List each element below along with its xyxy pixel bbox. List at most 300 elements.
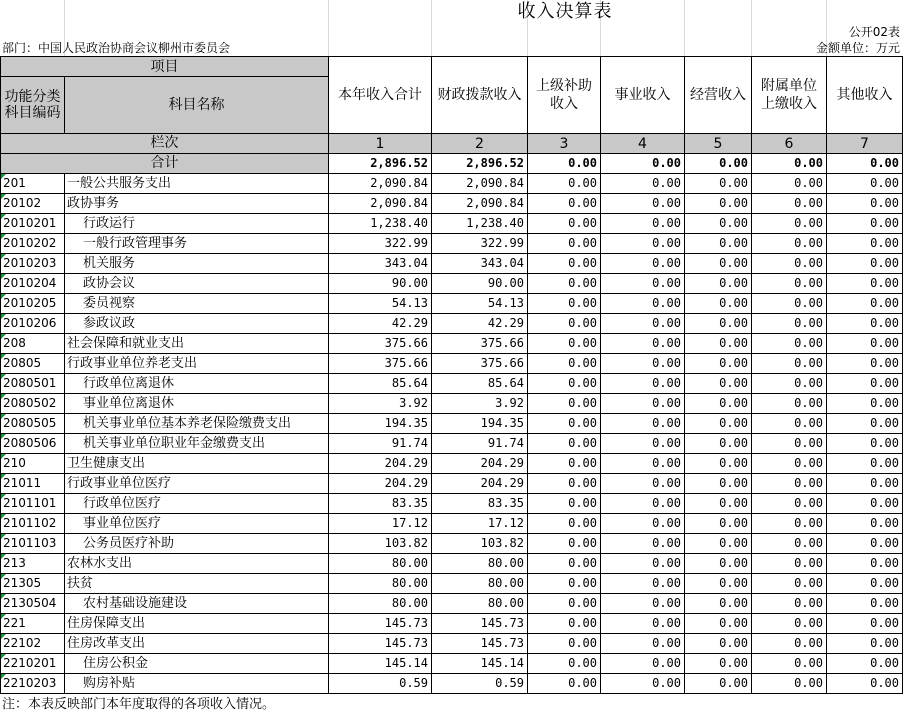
value-cell-col-4: 0.00 — [601, 434, 685, 454]
subject-name: 卫生健康支出 — [65, 454, 329, 474]
value-cell-col-6: 0.00 — [752, 594, 827, 614]
value-cell-col-2: 145.73 — [432, 614, 528, 634]
value-cell-col-7: 0.00 — [827, 514, 903, 534]
value-cell-col-5: 0.00 — [685, 414, 752, 434]
subject-code — [1, 674, 65, 694]
value-cell-col-4: 0.00 — [601, 294, 685, 314]
cell-marker-icon — [1, 554, 6, 559]
value-cell-col-4: 0.00 — [601, 634, 685, 654]
subject-code — [1, 594, 65, 614]
subject-name: 住房公积金 — [65, 654, 329, 674]
value-cell-col-4: 0.00 — [601, 474, 685, 494]
value-cell-col-1: 1,238.40 — [329, 214, 432, 234]
col-header-1: 本年收入合计 — [329, 57, 432, 134]
cell-marker-icon — [1, 514, 6, 519]
cell-marker-icon — [1, 594, 6, 599]
subject-code — [1, 434, 65, 454]
subject-name: 购房补贴 — [65, 674, 329, 694]
value-cell-col-5: 0.00 — [685, 374, 752, 394]
value-cell-col-7: 0.00 — [827, 674, 903, 694]
value-cell-col-7: 0.00 — [827, 454, 903, 474]
value-cell-col-3: 0.00 — [528, 614, 601, 634]
subject-name: 住房保障支出 — [65, 614, 329, 634]
col-header-3: 上级补助 收入 — [528, 57, 601, 134]
subject-code-text: 221 — [3, 616, 26, 630]
footnote: 注：本表反映部门本年度取得的各项收入情况。 — [2, 697, 276, 712]
value-cell-col-4: 0.00 — [601, 454, 685, 474]
cell-marker-icon — [1, 674, 6, 679]
value-cell-col-6: 0.00 — [752, 574, 827, 594]
value-cell-col-3: 0.00 — [528, 394, 601, 414]
table-row — [1, 594, 903, 614]
value-cell-col-3: 0.00 — [528, 534, 601, 554]
value-cell-col-1: 194.35 — [329, 414, 432, 434]
cell-marker-icon — [1, 494, 6, 499]
subject-code — [1, 334, 65, 354]
table-row — [1, 414, 903, 434]
subject-code-text: 2101102 — [3, 516, 57, 530]
total-value-1: 2,896.52 — [329, 154, 432, 174]
col-number-2: 2 — [432, 134, 528, 154]
total-row — [1, 154, 903, 174]
value-cell-col-3: 0.00 — [528, 314, 601, 334]
value-cell-col-1: 2,090.84 — [329, 174, 432, 194]
value-cell-col-6: 0.00 — [752, 434, 827, 454]
value-cell-col-2: 80.00 — [432, 574, 528, 594]
value-cell-col-5: 0.00 — [685, 514, 752, 534]
value-cell-col-5: 0.00 — [685, 594, 752, 614]
value-cell-col-7: 0.00 — [827, 174, 903, 194]
value-cell-col-5: 0.00 — [685, 334, 752, 354]
table-row — [1, 514, 903, 534]
subject-code-text: 2010203 — [3, 256, 57, 270]
value-cell-col-2: 2,090.84 — [432, 174, 528, 194]
value-cell-col-5: 0.00 — [685, 254, 752, 274]
cell-marker-icon — [1, 394, 6, 399]
value-cell-col-4: 0.00 — [601, 334, 685, 354]
value-cell-col-2: 103.82 — [432, 534, 528, 554]
subject-name: 社会保障和就业支出 — [65, 334, 329, 354]
subject-name: 机关事业单位职业年金缴费支出 — [65, 434, 329, 454]
col-number-6: 6 — [752, 134, 827, 154]
value-cell-col-3: 0.00 — [528, 494, 601, 514]
value-cell-col-2: 322.99 — [432, 234, 528, 254]
value-cell-col-1: 204.29 — [329, 474, 432, 494]
table-row — [1, 394, 903, 414]
value-cell-col-6: 0.00 — [752, 634, 827, 654]
table-row — [1, 234, 903, 254]
subject-code — [1, 314, 65, 334]
value-cell-col-2: 145.73 — [432, 634, 528, 654]
cell-marker-icon — [1, 274, 6, 279]
value-cell-col-2: 80.00 — [432, 594, 528, 614]
value-cell-col-2: 42.29 — [432, 314, 528, 334]
cell-marker-icon — [1, 234, 6, 239]
code-header: 功能分类 科目编码 — [1, 77, 65, 134]
table-row — [1, 634, 903, 654]
subject-name: 参政议政 — [65, 314, 329, 334]
subject-name: 行政单位离退休 — [65, 374, 329, 394]
value-cell-col-4: 0.00 — [601, 354, 685, 374]
value-cell-col-6: 0.00 — [752, 514, 827, 534]
value-cell-col-5: 0.00 — [685, 614, 752, 634]
table-row — [1, 334, 903, 354]
value-cell-col-4: 0.00 — [601, 274, 685, 294]
value-cell-col-6: 0.00 — [752, 274, 827, 294]
cell-marker-icon — [1, 334, 6, 339]
value-cell-col-5: 0.00 — [685, 434, 752, 454]
value-cell-col-5: 0.00 — [685, 494, 752, 514]
value-cell-col-6: 0.00 — [752, 314, 827, 334]
cell-marker-icon — [1, 634, 6, 639]
value-cell-col-7: 0.00 — [827, 334, 903, 354]
total-value-2: 2,896.52 — [432, 154, 528, 174]
value-cell-col-4: 0.00 — [601, 494, 685, 514]
value-cell-col-3: 0.00 — [528, 174, 601, 194]
value-cell-col-6: 0.00 — [752, 354, 827, 374]
value-cell-col-2: 343.04 — [432, 254, 528, 274]
value-cell-col-1: 145.14 — [329, 654, 432, 674]
header-row-1 — [1, 57, 903, 77]
value-cell-col-5: 0.00 — [685, 674, 752, 694]
subject-code-text: 22102 — [3, 636, 42, 650]
value-cell-col-3: 0.00 — [528, 354, 601, 374]
subject-code — [1, 254, 65, 274]
value-cell-col-1: 145.73 — [329, 634, 432, 654]
value-cell-col-2: 90.00 — [432, 274, 528, 294]
table-row — [1, 254, 903, 274]
value-cell-col-6: 0.00 — [752, 374, 827, 394]
subject-code — [1, 414, 65, 434]
value-cell-col-2: 375.66 — [432, 334, 528, 354]
subject-name: 行政事业单位医疗 — [65, 474, 329, 494]
table-row — [1, 314, 903, 334]
value-cell-col-1: 0.59 — [329, 674, 432, 694]
subject-code-text: 2101101 — [3, 496, 57, 510]
value-cell-col-1: 80.00 — [329, 594, 432, 614]
col-number-7: 7 — [827, 134, 903, 154]
value-cell-col-4: 0.00 — [601, 194, 685, 214]
subject-code — [1, 614, 65, 634]
value-cell-col-2: 3.92 — [432, 394, 528, 414]
value-cell-col-6: 0.00 — [752, 254, 827, 274]
value-cell-col-5: 0.00 — [685, 174, 752, 194]
subject-code — [1, 554, 65, 574]
value-cell-col-2: 83.35 — [432, 494, 528, 514]
value-cell-col-5: 0.00 — [685, 314, 752, 334]
subject-code — [1, 374, 65, 394]
subject-code-text: 2080501 — [3, 376, 57, 390]
form-number: 公开02表 — [848, 25, 900, 39]
subject-code — [1, 234, 65, 254]
subject-code-text: 2010202 — [3, 236, 57, 250]
value-cell-col-4: 0.00 — [601, 394, 685, 414]
value-cell-col-5: 0.00 — [685, 234, 752, 254]
value-cell-col-6: 0.00 — [752, 454, 827, 474]
value-cell-col-3: 0.00 — [528, 514, 601, 534]
value-cell-col-7: 0.00 — [827, 554, 903, 574]
col-number-4: 4 — [601, 134, 685, 154]
value-cell-col-7: 0.00 — [827, 634, 903, 654]
subject-code — [1, 214, 65, 234]
unit-label: 金额单位：万元 — [815, 41, 900, 55]
table-row — [1, 494, 903, 514]
value-cell-col-4: 0.00 — [601, 594, 685, 614]
cell-marker-icon — [1, 574, 6, 579]
value-cell-col-5: 0.00 — [685, 194, 752, 214]
value-cell-col-6: 0.00 — [752, 334, 827, 354]
value-cell-col-3: 0.00 — [528, 294, 601, 314]
value-cell-col-7: 0.00 — [827, 594, 903, 614]
subject-code — [1, 514, 65, 534]
value-cell-col-4: 0.00 — [601, 174, 685, 194]
value-cell-col-7: 0.00 — [827, 314, 903, 334]
subject-name: 政协会议 — [65, 274, 329, 294]
subject-code — [1, 294, 65, 314]
item-header: 项目 — [1, 57, 329, 77]
column-number-row — [1, 134, 903, 154]
subject-code-text: 2010204 — [3, 276, 57, 290]
value-cell-col-5: 0.00 — [685, 274, 752, 294]
subject-code — [1, 634, 65, 654]
value-cell-col-2: 17.12 — [432, 514, 528, 534]
value-cell-col-3: 0.00 — [528, 194, 601, 214]
value-cell-col-6: 0.00 — [752, 654, 827, 674]
subject-name: 机关服务 — [65, 254, 329, 274]
cell-marker-icon — [1, 194, 6, 199]
col-header-6: 附属单位 上缴收入 — [752, 57, 827, 134]
value-cell-col-3: 0.00 — [528, 414, 601, 434]
value-cell-col-6: 0.00 — [752, 474, 827, 494]
value-cell-col-4: 0.00 — [601, 554, 685, 574]
subject-code-text: 2080505 — [3, 416, 57, 430]
table-row — [1, 554, 903, 574]
value-cell-col-2: 80.00 — [432, 554, 528, 574]
table-row — [1, 574, 903, 594]
subject-code-text: 21305 — [3, 576, 42, 590]
value-cell-col-2: 204.29 — [432, 474, 528, 494]
value-cell-col-7: 0.00 — [827, 274, 903, 294]
value-cell-col-3: 0.00 — [528, 454, 601, 474]
value-cell-col-7: 0.00 — [827, 234, 903, 254]
col-header-7: 其他收入 — [827, 57, 903, 134]
page-title: 收入决算表 — [517, 1, 613, 22]
col-number-1: 1 — [329, 134, 432, 154]
value-cell-col-6: 0.00 — [752, 194, 827, 214]
value-cell-col-1: 343.04 — [329, 254, 432, 274]
subject-name: 一般公共服务支出 — [65, 174, 329, 194]
value-cell-col-3: 0.00 — [528, 254, 601, 274]
value-cell-col-3: 0.00 — [528, 434, 601, 454]
value-cell-col-1: 322.99 — [329, 234, 432, 254]
col-header-2: 财政拨款收入 — [432, 57, 528, 134]
value-cell-col-6: 0.00 — [752, 234, 827, 254]
table-row — [1, 294, 903, 314]
value-cell-col-4: 0.00 — [601, 674, 685, 694]
cell-marker-icon — [1, 294, 6, 299]
value-cell-col-3: 0.00 — [528, 374, 601, 394]
value-cell-col-7: 0.00 — [827, 494, 903, 514]
cell-marker-icon — [1, 354, 6, 359]
total-value-4: 0.00 — [601, 154, 685, 174]
value-cell-col-5: 0.00 — [685, 394, 752, 414]
value-cell-col-1: 375.66 — [329, 334, 432, 354]
value-cell-col-7: 0.00 — [827, 354, 903, 374]
subject-name: 事业单位医疗 — [65, 514, 329, 534]
subject-name: 政协事务 — [65, 194, 329, 214]
table-row — [1, 534, 903, 554]
value-cell-col-4: 0.00 — [601, 254, 685, 274]
table-row — [1, 374, 903, 394]
value-cell-col-1: 80.00 — [329, 554, 432, 574]
subject-code-text: 20102 — [3, 196, 42, 210]
table-row — [1, 434, 903, 454]
value-cell-col-2: 91.74 — [432, 434, 528, 454]
value-cell-col-1: 145.73 — [329, 614, 432, 634]
subject-code-text: 20805 — [3, 356, 42, 370]
subject-name: 扶贫 — [65, 574, 329, 594]
value-cell-col-6: 0.00 — [752, 214, 827, 234]
value-cell-col-3: 0.00 — [528, 554, 601, 574]
cell-marker-icon — [1, 434, 6, 439]
value-cell-col-7: 0.00 — [827, 254, 903, 274]
subject-code — [1, 174, 65, 194]
table-row — [1, 174, 903, 194]
value-cell-col-6: 0.00 — [752, 294, 827, 314]
subject-code-text: 2130504 — [3, 596, 57, 610]
value-cell-col-1: 204.29 — [329, 454, 432, 474]
subject-name: 行政运行 — [65, 214, 329, 234]
value-cell-col-5: 0.00 — [685, 654, 752, 674]
value-cell-col-7: 0.00 — [827, 294, 903, 314]
col-number-5: 5 — [685, 134, 752, 154]
value-cell-col-4: 0.00 — [601, 314, 685, 334]
subject-code-text: 208 — [3, 336, 26, 350]
value-cell-col-7: 0.00 — [827, 374, 903, 394]
subject-code-text: 2010206 — [3, 316, 57, 330]
table-row — [1, 214, 903, 234]
value-cell-col-3: 0.00 — [528, 594, 601, 614]
subject-code-text: 2210203 — [3, 676, 57, 690]
subject-code — [1, 534, 65, 554]
value-cell-col-6: 0.00 — [752, 494, 827, 514]
value-cell-col-4: 0.00 — [601, 654, 685, 674]
value-cell-col-7: 0.00 — [827, 474, 903, 494]
table-row — [1, 194, 903, 214]
subject-name: 农村基础设施建设 — [65, 594, 329, 614]
value-cell-col-7: 0.00 — [827, 534, 903, 554]
value-cell-col-4: 0.00 — [601, 534, 685, 554]
cell-marker-icon — [1, 174, 6, 179]
subject-code-text: 21011 — [3, 476, 42, 490]
subject-name: 行政事业单位养老支出 — [65, 354, 329, 374]
name-header: 科目名称 — [65, 77, 329, 134]
col-header-5: 经营收入 — [685, 57, 752, 134]
value-cell-col-6: 0.00 — [752, 534, 827, 554]
value-cell-col-2: 204.29 — [432, 454, 528, 474]
table-row — [1, 354, 903, 374]
subject-code-text: 210 — [3, 456, 26, 470]
table-row — [1, 454, 903, 474]
table-row — [1, 674, 903, 694]
total-label: 合计 — [1, 154, 329, 174]
subject-code-text: 2080502 — [3, 396, 57, 410]
value-cell-col-3: 0.00 — [528, 474, 601, 494]
value-cell-col-5: 0.00 — [685, 454, 752, 474]
subject-code — [1, 194, 65, 214]
subject-code-text: 2210201 — [3, 656, 57, 670]
cell-marker-icon — [1, 254, 6, 259]
cell-marker-icon — [1, 374, 6, 379]
value-cell-col-7: 0.00 — [827, 194, 903, 214]
value-cell-col-3: 0.00 — [528, 574, 601, 594]
col-number-3: 3 — [528, 134, 601, 154]
subject-code — [1, 474, 65, 494]
table-row — [1, 474, 903, 494]
subject-code — [1, 454, 65, 474]
subject-code-text: 201 — [3, 176, 26, 190]
value-cell-col-2: 2,090.84 — [432, 194, 528, 214]
total-value-7: 0.00 — [827, 154, 903, 174]
value-cell-col-4: 0.00 — [601, 414, 685, 434]
value-cell-col-3: 0.00 — [528, 274, 601, 294]
value-cell-col-4: 0.00 — [601, 374, 685, 394]
subject-code-text: 2010205 — [3, 296, 57, 310]
value-cell-col-1: 103.82 — [329, 534, 432, 554]
value-cell-col-3: 0.00 — [528, 334, 601, 354]
value-cell-col-2: 1,238.40 — [432, 214, 528, 234]
value-cell-col-4: 0.00 — [601, 614, 685, 634]
cell-marker-icon — [1, 214, 6, 219]
value-cell-col-4: 0.00 — [601, 514, 685, 534]
value-cell-col-3: 0.00 — [528, 674, 601, 694]
cell-marker-icon — [1, 614, 6, 619]
value-cell-col-2: 85.64 — [432, 374, 528, 394]
total-value-3: 0.00 — [528, 154, 601, 174]
value-cell-col-6: 0.00 — [752, 554, 827, 574]
subject-code — [1, 654, 65, 674]
value-cell-col-6: 0.00 — [752, 174, 827, 194]
table-row — [1, 274, 903, 294]
table-row — [1, 654, 903, 674]
cell-marker-icon — [1, 414, 6, 419]
table-row — [1, 614, 903, 634]
value-cell-col-1: 17.12 — [329, 514, 432, 534]
value-cell-col-7: 0.00 — [827, 434, 903, 454]
value-cell-col-2: 0.59 — [432, 674, 528, 694]
value-cell-col-1: 42.29 — [329, 314, 432, 334]
value-cell-col-6: 0.00 — [752, 674, 827, 694]
value-cell-col-2: 54.13 — [432, 294, 528, 314]
value-cell-col-4: 0.00 — [601, 214, 685, 234]
value-cell-col-5: 0.00 — [685, 534, 752, 554]
value-cell-col-7: 0.00 — [827, 654, 903, 674]
cell-marker-icon — [1, 474, 6, 479]
subject-code-text: 213 — [3, 556, 26, 570]
value-cell-col-5: 0.00 — [685, 554, 752, 574]
value-cell-col-2: 194.35 — [432, 414, 528, 434]
value-cell-col-1: 91.74 — [329, 434, 432, 454]
cell-marker-icon — [1, 534, 6, 539]
value-cell-col-5: 0.00 — [685, 574, 752, 594]
value-cell-col-6: 0.00 — [752, 414, 827, 434]
value-cell-col-5: 0.00 — [685, 634, 752, 654]
table-body — [1, 57, 903, 694]
value-cell-col-1: 54.13 — [329, 294, 432, 314]
subject-code — [1, 574, 65, 594]
subject-name: 住房改革支出 — [65, 634, 329, 654]
value-cell-col-5: 0.00 — [685, 214, 752, 234]
